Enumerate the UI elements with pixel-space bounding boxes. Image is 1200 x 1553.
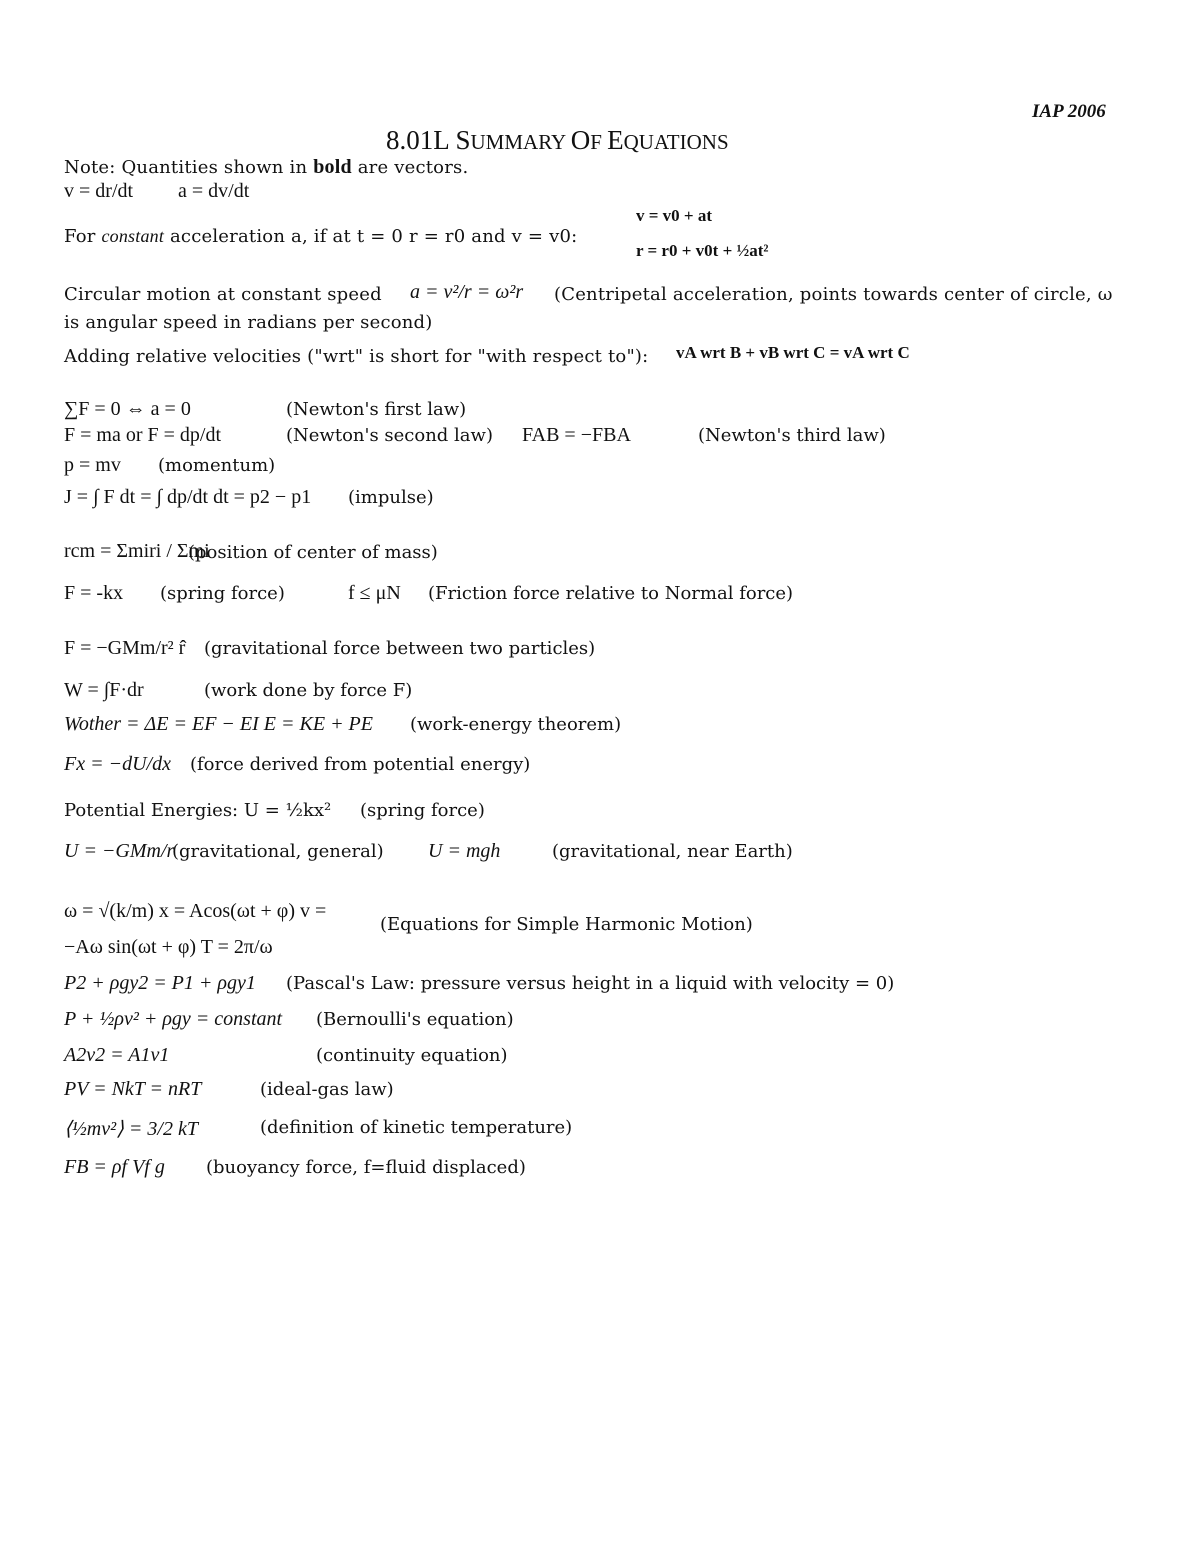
- centripetal-desc: (Centripetal acceleration, points towards center of circle, ω: [554, 284, 1113, 305]
- grav-potential-near-desc: (gravitational, near Earth): [552, 841, 793, 862]
- shm-desc: (Equations for Simple Harmonic Motion): [380, 914, 753, 935]
- shm-eq: ω = √(k/m) x = Acos(ωt + φ) v = −Aω sin(ωt + φ) T = 2π/ω: [64, 900, 327, 958]
- newton-first-eq: ∑F = 0 ⇔ a = 0: [64, 398, 191, 420]
- accel-definition: a = dv/dt: [178, 180, 250, 202]
- force-potential-desc: (force derived from potential energy): [190, 754, 531, 775]
- friction-eq: f ≤ μN: [348, 582, 401, 604]
- center-of-mass-desc: (position of center of mass): [188, 542, 438, 563]
- relative-velocity-eq: vA wrt B + vB wrt C = vA wrt C: [676, 343, 910, 362]
- grav-potential-near-eq: U = mgh: [428, 840, 501, 862]
- buoyancy-desc: (buoyancy force, f=fluid displaced): [206, 1157, 526, 1178]
- buoyancy-eq: FB = ρf Vf g: [64, 1156, 165, 1178]
- newton-first-desc: (Newton's first law): [286, 399, 467, 420]
- center-of-mass-eq: rcm = Σmiri / Σmi: [64, 540, 210, 562]
- force-potential-eq: Fx = −dU/dx: [64, 753, 171, 775]
- centripetal-desc-2: is angular speed in radians per second): [64, 312, 433, 333]
- newton-third-desc: (Newton's third law): [698, 425, 886, 446]
- spring-force-desc: (spring force): [160, 583, 285, 604]
- gravitational-force-eq: F = −GMm/r² r̂: [64, 637, 186, 659]
- constant-accel-label: For constant acceleration a, if at t = 0 r = r0 and v = v0:: [64, 226, 578, 247]
- work-eq: W = ∫F·dr: [64, 679, 144, 701]
- kinetic-temperature-eq: ⟨½mv²⟩ = 3/2 kT: [64, 1118, 198, 1140]
- const-accel-eq-velocity: v = v0 + at: [636, 206, 713, 225]
- spring-force-eq: F = -kx: [64, 582, 124, 604]
- ideal-gas-eq: PV = NkT = nRT: [64, 1078, 202, 1100]
- work-energy-desc: (work-energy theorem): [410, 714, 622, 735]
- momentum-eq: p = mv: [64, 454, 121, 476]
- pascal-desc: (Pascal's Law: pressure versus height in a liquid with velocity = 0): [286, 973, 895, 994]
- potential-energies-eq: Potential Energies: U = ½kx²: [64, 800, 332, 821]
- velocity-accel-definitions: v = dr/dt: [64, 180, 134, 202]
- grav-potential-general-eq: U = −GMm/r: [64, 840, 175, 862]
- centripetal-eq: a = v²/r = ω²r: [410, 281, 524, 303]
- friction-desc: (Friction force relative to Normal force): [428, 583, 794, 604]
- momentum-desc: (momentum): [158, 455, 276, 476]
- potential-spring-desc: (spring force): [360, 800, 485, 821]
- continuity-eq: A2v2 = A1v1: [64, 1044, 170, 1066]
- term-label: IAP 2006: [1032, 101, 1106, 122]
- impulse-eq: J = ∫ F dt = ∫ dp/dt dt = p2 − p1: [64, 486, 312, 508]
- newton-second-desc: (Newton's second law): [286, 425, 493, 446]
- relative-velocity-label: Adding relative velocities ("wrt" is short for "with respect to"):: [64, 346, 649, 367]
- newton-third-eq: FAB = −FBA: [522, 424, 631, 446]
- const-accel-eq-position: r = r0 + v0t + ½at²: [636, 241, 769, 260]
- pascal-eq: P2 + ρgy2 = P1 + ρgy1: [64, 972, 256, 994]
- continuity-desc: (continuity equation): [316, 1045, 508, 1066]
- circular-motion-label: Circular motion at constant speed: [64, 284, 382, 305]
- kinetic-temperature-desc: (definition of kinetic temperature): [260, 1117, 573, 1138]
- bernoulli-desc: (Bernoulli's equation): [316, 1009, 514, 1030]
- ideal-gas-desc: (ideal-gas law): [260, 1079, 394, 1100]
- grav-potential-general-desc: (gravitational, general): [172, 841, 384, 862]
- note-line: Note: Quantities shown in bold are vectors.: [64, 156, 469, 178]
- work-energy-eq: Wother = ΔE = EF − EI E = KE + PE: [64, 713, 373, 735]
- newton-second-eq: F = ma or F = dp/dt: [64, 424, 222, 446]
- page-title: 8.01L SUMMARY OF EQUATIONS: [386, 125, 729, 155]
- gravitational-force-desc: (gravitational force between two particles): [204, 638, 596, 659]
- impulse-desc: (impulse): [348, 487, 434, 508]
- bernoulli-eq: P + ½ρv² + ρgy = constant: [64, 1008, 283, 1030]
- work-desc: (work done by force F): [204, 680, 413, 701]
